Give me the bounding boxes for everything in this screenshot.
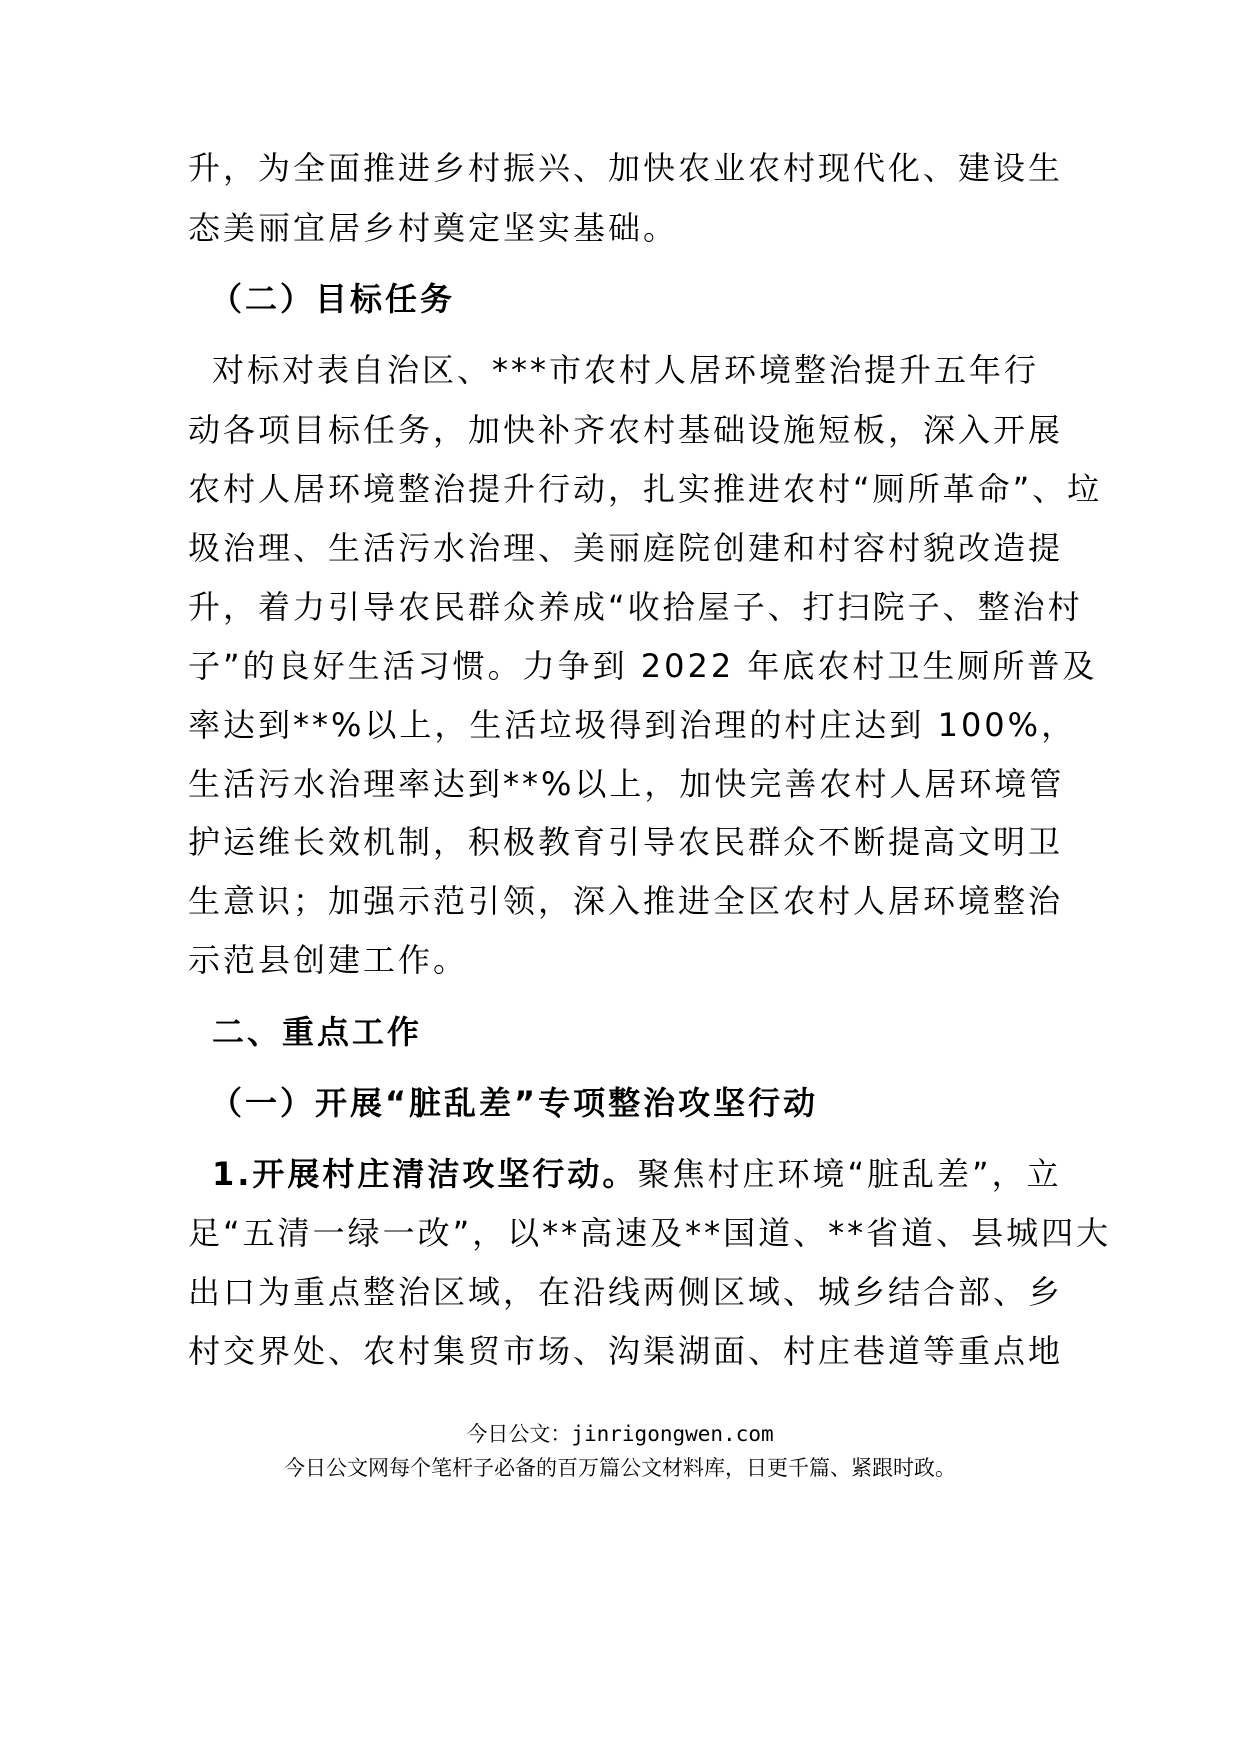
body-text-line: 子”的良好生活习惯。力争到 2022 年底农村卫生厕所普及 — [188, 647, 1098, 685]
paragraph-first-line — [212, 1152, 1072, 1196]
body-text-line: 升，为全面推进乡村振兴、加快农业农村现代化、建设生 — [188, 149, 1064, 187]
body-text-line: 率达到**%以上，生活垃圾得到治理的村庄达到 100%， — [188, 706, 1077, 744]
body-text-line: 示范县创建工作。 — [188, 941, 469, 979]
body-text-line: 护运维长效机制，积极教育引导农民群众不断提高文明卫 — [188, 823, 1064, 861]
section-heading: （一）开展“脏乱差”专项整治攻坚行动 — [210, 1084, 819, 1122]
footer-site-url[interactable]: jinrigongwen.com — [571, 1422, 774, 1446]
body-text-line: 动各项目标任务，加快补齐农村基础设施短板，深入开展 — [188, 411, 1064, 449]
body-text-line: 村交界处、农村集贸市场、沟渠湖面、村庄巷道等重点地 — [188, 1332, 1064, 1370]
chapter-heading: 二、重点工作 — [212, 1013, 423, 1051]
item-title: 1.开展村庄清洁攻坚行动。 — [212, 1155, 638, 1193]
body-text-line: 出口为重点整治区域，在沿线两侧区域、城乡结合部、乡 — [188, 1273, 1064, 1311]
body-text-line: 升，着力引导农民群众养成“收拾屋子、打扫院子、整治村 — [188, 588, 1083, 626]
body-text-line: 足“五清一绿一改”，以**高速及**国道、**省道、县城四大 — [188, 1214, 1112, 1252]
section-heading: （二）目标任务 — [210, 280, 456, 318]
body-text-line: 生活污水治理率达到**%以上，加快完善农村人居环境管 — [188, 765, 1065, 803]
item-text: 聚焦村庄环境“脏乱差”，立 — [637, 1155, 1062, 1193]
footer-site-label: 今日公文： — [466, 1422, 572, 1446]
body-text-line: 圾治理、生活污水治理、美丽庭院创建和村容村貌改造提 — [188, 529, 1064, 567]
footer-tagline: 今日公文网每个笔杆子必备的百万篇公文材料库，日更千篇、紧跟时政。 — [284, 1456, 956, 1480]
body-text-line: 对标对表自治区、***市农村人居环境整治提升五年行 — [212, 351, 1040, 389]
body-text-line: 生意识；加强示范引领，深入推进全区农村人居环境整治 — [188, 882, 1064, 920]
footer-site-line — [0, 1420, 1240, 1448]
body-text-line: 农村人居环境整治提升行动，扎实推进农村“厕所革命”、垃 — [188, 470, 1103, 508]
body-text-line: 态美丽宜居乡村奠定坚实基础。 — [188, 209, 679, 247]
